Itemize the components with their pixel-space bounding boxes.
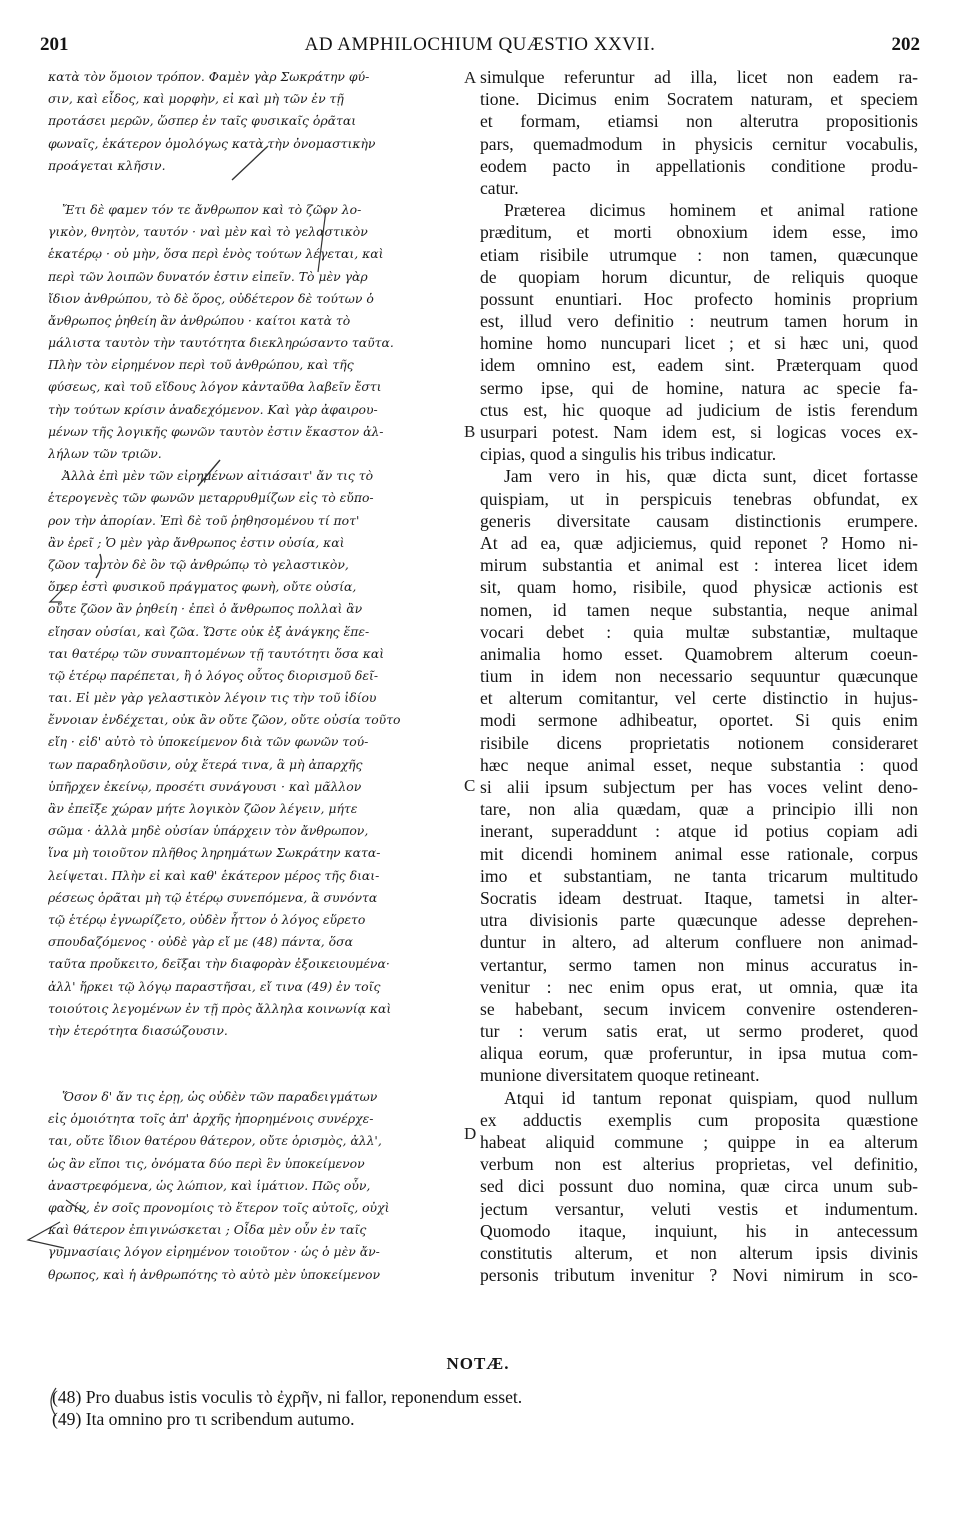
running-title: AD AMPHILOCHIUM QUÆSTIO XXVII.: [304, 34, 656, 55]
greek-line: γυμνασίαις λόγον εἰρημένον τοιοῦτον · ὡς ὁ μὲν ἄν-: [48, 1244, 380, 1260]
margin-letter-d: D: [464, 1124, 477, 1143]
greek-line: εἴη · εἰδ' αὐτὸ τὸ ὑποκείμενον διὰ τῶν φωνῶν τού-: [48, 734, 369, 750]
greek-column: [48, 66, 458, 1286]
greek-line: ἴδιον ἀνθρώπου, τὸ δὲ ὅρος, οὐδέτερον δὲ τούτων ὁ: [48, 290, 374, 306]
margin-letter-b: B: [464, 422, 476, 441]
greek-line: ταῦτα προὔκειτο, δεῖξαι τὴν διαφορὰν ἐξοικειουμένα·: [48, 956, 390, 972]
latin-line: tare, non alia quædam, quæ a principio illi non: [480, 799, 918, 820]
greek-line: ὅπερ ἐστὶ φυσικοῦ πράγματος φωνὴ, οὔτε οὐσία,: [48, 579, 357, 595]
latin-line: Atqui id tantum reponat quispiam, quod nullum: [504, 1087, 918, 1108]
latin-line: venitur : nec enim opus erat, ut omnia, quæ ita: [480, 976, 918, 997]
margin-letter-c: C: [464, 776, 476, 795]
latin-line: animalia homo esset. Quamobrem alterum coeun-: [480, 643, 918, 664]
greek-line: τῷ ἑτέρῳ ἐγνωρίζετο, οὐδὲν ἧττον ὁ λόγος εὕρετο: [48, 911, 366, 927]
notes-heading: NOTÆ.: [446, 1354, 510, 1373]
latin-line: se habebant, secum invicem convenire ostenderen-: [480, 998, 918, 1019]
greek-line: εἴησαν οὐσίαι, καὶ ζῶα. Ὥστε οὐκ ἐξ ἀνάγκης ἕπε-: [48, 623, 370, 639]
greek-line: τοιούτοις λεγομένων ἐν τῇ πρὸς ἄλληλα κοινωνίᾳ καὶ: [48, 1000, 392, 1016]
greek-line: Πλὴν τὸν εἰρημένον περὶ τοῦ ἀνθρώπου, καὶ τῆς: [48, 357, 354, 373]
latin-line: constitutis alterum, et non alterum ipsis divinis: [480, 1242, 918, 1263]
latin-line: homine homo nuncupari licet ; et si hæc uni, quod: [480, 333, 918, 354]
latin-line: eodem pacto in appellationis conditione produ-: [480, 155, 918, 176]
latin-line: sed dici possunt duo nomina, quæ circa unum sub-: [480, 1176, 918, 1197]
latin-line: usurpari potest. Nam idem est, si logicas voces ex-: [480, 422, 918, 442]
greek-line: θρωπος, καὶ ἡ ἀνθρωπότης τὸ αὐτὸ μὲν ὑποκείμενον: [48, 1266, 381, 1282]
greek-line: λείψεται. Πλὴν εἰ καὶ καθ' ἑκάτερον μέρος τῆς διαι-: [48, 867, 380, 883]
latin-line: imo et substantiam, ne tanta tricarum multitudo: [480, 865, 918, 886]
latin-line: possunt enuntiari. Hoc profecto hominis proprium: [480, 288, 918, 309]
latin-line: At ad ea, quæ adjiciemus, quid reponet ? Homo ni-: [480, 532, 918, 553]
latin-line: mit dicendi hominem animal esse rationale, corpus: [480, 843, 918, 864]
latin-line: est, illud vero definitio : neutrum tamen horum in: [480, 311, 918, 332]
latin-line: aliqua eorum, quæ proferuntur, in ipsa mutua com-: [480, 1043, 918, 1064]
greek-line: φασίν, ἐν σοῖς προνομίοις τὸ ἕτερον τοῖς αὐτοῖς, οὐχὶ: [48, 1200, 390, 1215]
greek-line: μένων τῆς λογικῆς φωνῶν ταυτὸν ἐστιν ἕκαστον ἀλ-: [48, 423, 384, 439]
latin-line: simulque referuntur ad illa, licet non eadem ra-: [480, 67, 918, 87]
page-number-right: 202: [891, 34, 920, 55]
greek-line: ται, οὔτε ἴδιον θατέρου θάτερον, οὔτε ὁρισμὸς, ἀλλ',: [48, 1133, 382, 1149]
latin-line: tium in idem non necessario sequuntur quæcunque: [480, 666, 918, 687]
greek-line: ὡς ἂν εἴποι τις, ὀνόματα δύο περὶ ἓν ὑποκείμενον: [48, 1155, 365, 1171]
latin-line: et alterum comitantur, vel certe distinctio in hujus-: [480, 688, 918, 709]
latin-line: mirum substantia et animal est : interea licet idem: [480, 555, 918, 576]
latin-line: vertantur, sermo tamen non minus accuratus in-: [480, 954, 918, 975]
greek-line: φύσεως, καὶ τοῦ εἴδους λόγον κἀνταῦθα λαβεῖν ἔστι: [48, 379, 382, 395]
greek-line: γικὸν, θνητὸν, ταυτόν · ναὶ μὲν καὶ τὸ γελαστικὸν: [48, 224, 368, 240]
greek-line: ρον τὴν ἀπορίαν. Ἐπὶ δὲ τοῦ ῥηθησομένου τί ποτ': [48, 512, 360, 528]
latin-line: idem omnino est, eadem sint. Præterquam quod: [480, 355, 918, 376]
greek-line: ται. Εἰ μὲν γὰρ γελαστικὸν λέγοιν τις τὴν τοῦ ἰδίου: [48, 690, 377, 706]
greek-line: ὑπῆρχεν ἐκείνῳ, προσέτι συνάγουσι · καὶ μᾶλλον: [48, 778, 362, 794]
greek-line: ἂν ἐπεῖξε χώραν μήτε λογικὸν ζῶον λέγειν, μήτε: [48, 801, 358, 816]
latin-line: sermo ipse, qui de homine, natura ac specie fa-: [480, 377, 918, 398]
greek-line: οὔτε ζῶον ἂν ῥηθείη · ἐπεὶ ὁ ἄνθρωπος πολλαὶ ἂν: [48, 601, 363, 617]
latin-line: catur.: [480, 177, 519, 198]
greek-line: ἔννοιαν ἐνδέχεται, οὐκ ἂν οὔτε ζῶον, οὔτε οὐσία τοῦτο: [48, 712, 401, 728]
latin-line: Socratis ideam destruat. Itaque, tametsi in alter-: [480, 887, 918, 908]
greek-line: σπουδαζόμενος · οὐδὲ γὰρ εἴ με (48) πάντα, ὅσα: [48, 934, 353, 950]
greek-line: τῷ ἑτέρῳ παρέπεται, ἢ ὁ λόγος οὗτος διορισμοῦ δεῖ-: [48, 667, 379, 683]
greek-line: ρέσεως ὁρᾶται μὴ τῷ ἑτέρῳ συνεπόμενα, ἃ συνόντα: [48, 889, 378, 905]
latin-line: generis diversitate causam distinctionis erumpere.: [480, 510, 918, 531]
latin-line: inerant, superaddunt : atque id potius copiam adi: [480, 821, 918, 842]
latin-line: si alii ipsum subjectum per has voces velint deno-: [480, 777, 918, 797]
page-number-left: 201: [40, 34, 69, 55]
latin-line: etiam risibile utrumque : non tamen, quæcunque: [480, 244, 918, 265]
greek-line: ἑτερογενὲς τῶν φωνῶν μεταρρυθμίζων εἰς τὸ εὔπο-: [48, 490, 374, 506]
greek-line: Ὅσον δ' ἄν τις ἐρῃ, ὡς οὐδὲν τῶν παραδειγμάτων: [62, 1089, 378, 1105]
greek-line: εἰς ὁμοιότητα τοῖς ἀπ' ἀρχῆς ἠπορημένοις συνέρχε-: [48, 1111, 374, 1127]
latin-column: [480, 66, 918, 1286]
greek-line: ἂν ἐρεῖ ; Ὁ μὲν γὰρ ἄνθρωπος ἐστιν οὐσία, καὶ: [48, 534, 345, 550]
latin-line: jectum versantur, veluti vestis et indumentum.: [480, 1198, 918, 1219]
latin-line: munione diversitatem quoque retineant.: [480, 1065, 760, 1086]
greek-line: των παραδηλοῦσιν, οὐχ ἕτερά τινα, ἃ μὴ ἀπαρχῆς: [48, 756, 363, 772]
latin-line: vocari debet : quia multæ substantiæ, multaque: [480, 621, 918, 642]
latin-line: risibile dicens proprietatis notionem consideraret: [480, 732, 918, 753]
latin-line: et formam, etiamsi non alterutra propositionis: [480, 111, 918, 132]
latin-line: cipias, quod a singulis his tribus indicatur.: [480, 444, 777, 465]
latin-line: quispiam, ut in perspicuis tenebras obfundat, ex: [480, 488, 918, 509]
latin-line: hæc neque animal esset, neque substantia : quod: [480, 754, 918, 775]
greek-line: ἄνθρωπος ῥηθείη ἂν ἀνθρώπου · καίτοι κατὰ τὸ: [48, 312, 351, 328]
greek-line: κατὰ τὸν ὅμοιον τρόπον. Φαμὲν γὰρ Σωκράτην φύ-: [48, 69, 370, 84]
latin-line: sit, quam homo, risibile, quod physicæ actionis est: [480, 577, 918, 598]
latin-line: nomen, id tamen neque substantia, neque animal: [480, 599, 918, 620]
latin-line: præditum, et morti obnoxium idem esse, imo: [480, 222, 918, 243]
latin-line: pars, quemadmodum in physicis cernitur vocabulis,: [480, 133, 918, 154]
latin-line: ctus est, hic quoque ad judicium de istis ferendum: [480, 399, 918, 420]
greek-line: προτάσει μερῶν, ὥσπερ ἐν ταῖς φυσικαῖς ὁρᾶται: [48, 113, 357, 129]
latin-line: duntur in altero, ad alterum confluere non animad-: [480, 932, 918, 953]
greek-line: ἵνα μὴ τοιοῦτον πλῆθος ληρημάτων Σωκράτην κατα-: [48, 845, 381, 861]
greek-line: καὶ θάτερον ἐπιγινώσκεται ; Οἶδα μὲν οὖν ἐν ταῖς: [48, 1222, 367, 1238]
latin-line: tione. Dicimus enim Socratem naturam, et speciem: [480, 89, 918, 110]
greek-line: σιν, καὶ εἶδος, καὶ μορφὴν, εἰ καὶ μὴ τῶν ἐν τῇ: [48, 91, 344, 107]
greek-line: φωναῖς, ἑκάτερον ὁμολόγως κατὰ τὴν ὀνομαστικὴν: [48, 135, 376, 151]
latin-line: ex adductis exemplis cum proposita quæstione: [480, 1109, 918, 1130]
greek-line: Ἔτι δὲ φαμεν τόν τε ἄνθρωπον καὶ τὸ ζῶον λο-: [62, 201, 362, 217]
greek-line: τὴν ἑτερότητα διασώζουσιν.: [48, 1022, 228, 1038]
footnote: (48) Pro duabus istis voculis τὸ ἐχρῆν, ni fallor, reponendum esset.: [52, 1387, 523, 1407]
latin-line: Quomodo itaque, inquiunt, his in antecessum: [480, 1220, 918, 1241]
margin-letter-a: A: [464, 68, 477, 87]
greek-line: μάλιστα ταυτὸν τὴν ταυτότητα διεκληρώσαντο ταῦτα.: [48, 335, 394, 351]
greek-line: περὶ τῶν λοιπῶν δυνατόν ἐστιν εἰπεῖν. Τὸ μὲν γὰρ: [48, 268, 368, 284]
latin-line: utra divisionis parte quæcunque adesse deprehen-: [480, 910, 918, 931]
greek-line: Ἀλλὰ ἐπὶ μὲν τῶν εἰρημένων αἰτιάσαιτ' ἄν τις τὸ: [62, 468, 374, 484]
running-head: [40, 34, 920, 64]
greek-line: σῶμα · ἀλλὰ μηδὲ οὐσίαν ὑπάρχειν τὸν ἄνθρωπον,: [48, 823, 369, 839]
latin-line: modi sermone adhibeatur, oportet. Si quis enim: [480, 710, 918, 731]
greek-line: λήλων τῶν τριῶν.: [48, 446, 162, 461]
latin-line: Jam vero in his, quæ dicta sunt, dicet fortasse: [504, 466, 918, 487]
greek-line: ζῶον ταυτὸν δὲ ὂν τῷ ἀνθρώπῳ τὸ γελαστικὸν,: [48, 556, 349, 572]
latin-line: verbum non est alterius proprietas, vel definitio,: [480, 1154, 918, 1175]
footnote: (49) Ita omnino pro τι scribendum autumo.: [52, 1409, 355, 1429]
latin-line: habeat aliquid commune ; quippe in ea alterum: [480, 1132, 918, 1152]
footnotes: [52, 1386, 912, 1430]
greek-line: ται θατέρῳ τῶν συναπτομένων τῇ ταυτότητι ὅσα καὶ: [48, 645, 385, 661]
greek-line: ἀναστρεφόμενα, ὡς λώπιον, καὶ ἱμάτιον. Πῶς οὖν,: [48, 1177, 371, 1193]
latin-line: de quopiam horum dicuntur, de reliquis quoque: [480, 266, 918, 287]
greek-line: προάγεται κλῆσιν.: [48, 157, 166, 173]
greek-line: τὴν τούτων κρίσιν ἀναδεχόμενον. Καὶ γὰρ ἀφαιρου-: [48, 401, 378, 417]
latin-line: personis tributum invenitur ? Novi nimirum in sco-: [480, 1265, 918, 1286]
greek-line: ἀλλ' ἤρκει τῷ λόγῳ παραστῆσαι, εἴ τινα (49) ἐν τοῖς: [48, 978, 381, 994]
latin-line: Præterea dicimus hominem et animal ratione: [504, 200, 918, 221]
latin-line: tur : verum satis erat, ut sermo proderet, quod: [480, 1021, 918, 1042]
greek-line: ἑκατέρῳ · οὐ μὴν, ὅσα περὶ ἑνὸς τούτων λέγεται, καὶ: [48, 246, 384, 262]
